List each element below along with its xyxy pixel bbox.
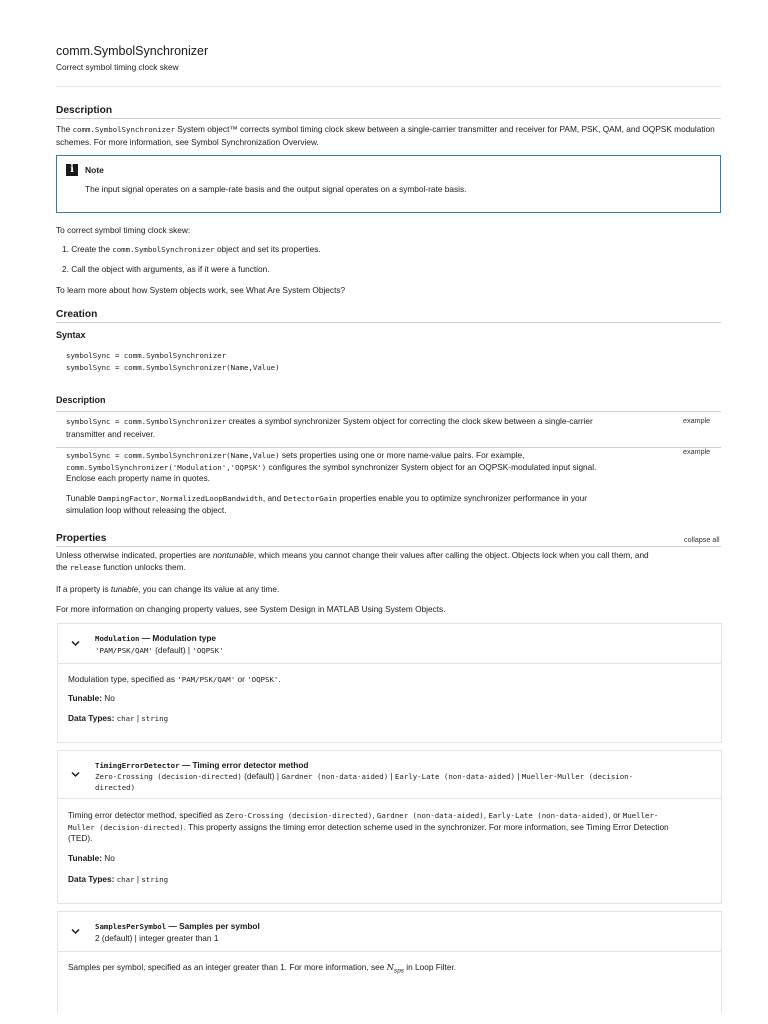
tunable-post: properties enable you to optimize synchronizer performance in your — [339, 493, 587, 503]
properties-para-1 — [56, 550, 721, 573]
body-code-2: 'OQPSK' — [247, 675, 279, 684]
value-2: 'OQPSK' — [192, 646, 224, 655]
p2-pre: If a property is — [56, 584, 109, 594]
property-card-modulation — [57, 623, 722, 743]
step1-code: comm.SymbolSynchronizer — [112, 245, 215, 254]
property-values — [95, 645, 691, 656]
creation-description-heading: Description — [56, 395, 106, 405]
p1-line2-pre: the — [56, 561, 68, 572]
p2-post: , you can change its value at any time. — [138, 584, 280, 594]
properties-rule — [56, 546, 721, 547]
chevron-down-icon[interactable] — [70, 769, 81, 780]
creation-desc-2 — [66, 450, 676, 485]
body-code-2: Gardner (non-data-aided) — [376, 811, 484, 820]
value-4: Mueller-Muller (decision- — [521, 772, 634, 781]
step1-pre: 1. Create the — [62, 244, 110, 254]
value-1: 'PAM/PSK/QAM' — [95, 646, 153, 655]
syntax-line-1: symbolSync = comm.SymbolSynchronizer — [66, 351, 227, 360]
value-3: Early-Late (non-data-aided) — [394, 772, 516, 781]
description-intro — [56, 123, 721, 148]
description-heading: Description — [56, 105, 113, 116]
p1-line2-code: release — [69, 562, 102, 572]
header-divider — [56, 86, 721, 87]
desc1-code: symbolSync = comm.SymbolSynchronizer — [66, 417, 227, 426]
tunable-value: No — [104, 853, 115, 863]
collapse-all-link[interactable]: collapse all — [684, 535, 720, 544]
p1-post: , which means you cannot change their values after calling the object. Objects lock when you call them, and — [253, 550, 649, 560]
body-post: in Loop Filter. — [406, 962, 457, 972]
p1-em: nontunable — [212, 550, 254, 560]
property-header-timing-error-detector[interactable] — [58, 751, 721, 799]
tunable-label: Tunable: — [68, 853, 102, 863]
note-box — [56, 155, 721, 213]
property-body — [68, 962, 705, 977]
info-icon: i — [66, 164, 78, 176]
property-name — [95, 633, 216, 643]
data-type-2: string — [141, 714, 169, 723]
body-code-1: 'PAM/PSK/QAM' — [177, 675, 236, 684]
tunable-post2: simulation loop without releasing the object. — [66, 504, 227, 515]
value-2: Gardner (non-data-aided) — [281, 772, 389, 781]
page-title: comm.SymbolSynchronizer — [56, 44, 209, 58]
body-end: . — [278, 674, 281, 684]
property-card-samples-per-symbol — [57, 911, 722, 1012]
data-type-1: char — [116, 875, 135, 884]
page-subtitle: Correct symbol timing clock skew — [56, 62, 179, 72]
desc2-text3: Enclose each property name in quotes. — [66, 473, 210, 483]
steps-intro: To correct symbol timing clock skew: — [56, 225, 191, 235]
property-header-modulation[interactable] — [58, 624, 721, 664]
properties-heading: Properties — [56, 533, 107, 544]
tunable-props-note: Tunable DampingFactor, NormalizedLoopBandwidth, and DetectorGain properties enable you to optimize synchronizer performance in your simulation loop without releasing the object. — [66, 493, 587, 515]
property-title: — Modulation type — [139, 633, 217, 643]
body-code-5: Muller (decision-directed) — [68, 822, 184, 832]
property-values: 2 (default) | integer greater than 1 — [95, 933, 219, 943]
data-type-sep: | — [136, 874, 140, 884]
tunable-and: , and — [262, 493, 282, 503]
step-1 — [62, 244, 321, 254]
desc2-text: sets properties using one or more name-value pairs. For example, — [281, 450, 525, 460]
step1-post: object and set its properties. — [216, 244, 321, 254]
data-types-label: Data Types: — [68, 874, 115, 884]
learn-more-link[interactable]: To learn more about how System objects work, see What Are System Objects? — [56, 285, 346, 295]
property-body: Timing error detector method, specified as Zero-Crossing (decision-directed), Gardner (non-data-aided), Early-Late (non-data-aided), or Mueller- Muller (decision-directed). This property assigns the timing error detection scheme used in the synchronizer. For more information, see Timing Error Detection (TED). — [68, 810, 669, 843]
desc2-code2: comm.SymbolSynchronizer('Modulation','OQPSK') — [66, 462, 267, 472]
tunable-value: No — [104, 693, 115, 703]
tunable-label: Tunable: — [68, 693, 102, 703]
property-code-name: TimingErrorDetector — [95, 761, 180, 770]
tunable-row — [68, 853, 705, 865]
data-types-row — [68, 874, 705, 886]
body-or: or — [237, 674, 245, 684]
body-post2: (TED). — [68, 833, 93, 843]
note-title: Note — [85, 165, 104, 175]
body-variable: N — [386, 962, 394, 972]
properties-para-3: For more information on changing property values, see System Design in MATLAB Using System Objects. — [56, 604, 446, 614]
tunable-code-3: DetectorGain — [283, 494, 338, 503]
syntax-heading: Syntax — [56, 330, 86, 340]
body-code-1: Zero-Crossing (decision-directed) — [225, 811, 373, 820]
tunable-code-2: NormalizedLoopBandwidth — [160, 494, 263, 503]
value-1: Zero-Crossing (decision-directed) — [95, 772, 242, 781]
property-title: — Timing error detector method — [179, 760, 309, 770]
body-pre: Samples per symbol, specified as an integer greater than 1. For more information, see — [68, 962, 385, 972]
body-pre: Timing error detector method, specified as — [68, 810, 224, 820]
creation-rule — [56, 322, 721, 323]
value-sep: (default) | — [152, 645, 193, 655]
value-sep: | — [515, 771, 522, 781]
data-types-label: Data Types: — [68, 713, 115, 723]
data-type-2: string — [141, 875, 169, 884]
value-4-cont: directed) — [95, 783, 136, 792]
intro-pre: The — [56, 124, 71, 134]
p1-pre: Unless otherwise indicated, properties are — [56, 550, 211, 560]
property-name — [95, 921, 260, 931]
property-card-timing-error-detector — [57, 750, 722, 904]
p1-line2-post: function unlocks them. — [103, 561, 186, 572]
chevron-down-icon[interactable] — [70, 638, 81, 649]
body-variable-subscript: sps — [393, 967, 404, 975]
example-link-1[interactable]: example — [683, 416, 711, 425]
property-values — [95, 771, 691, 793]
body-code-3: Early-Late (non-data-aided) — [488, 811, 609, 820]
data-types-row — [68, 713, 705, 725]
example-link-2[interactable]: example — [683, 447, 711, 456]
creation-heading: Creation — [56, 309, 98, 320]
property-code-name: Modulation — [95, 634, 140, 643]
creation-desc-rule-2 — [56, 447, 721, 448]
note-body: The input signal operates on a sample-rate basis and the output signal operates on a symbol-rate basis. — [85, 184, 467, 194]
tunable-pre: Tunable — [66, 493, 96, 503]
desc1-text2: transmitter and receiver. — [66, 429, 155, 439]
property-code-name: SamplesPerSymbol — [95, 922, 167, 931]
creation-desc-1 — [66, 415, 666, 440]
intro-post: System object™ corrects symbol timing clock skew between a single-carrier transmitter and receiver for PAM, PSK, QAM, and OQPSK modulation schemes. For more information, see Symbol Synchronization Overview. — [56, 124, 715, 147]
p2-em: tunable — [110, 584, 139, 594]
property-name — [95, 760, 308, 770]
description-rule — [56, 118, 721, 119]
properties-para-2 — [56, 583, 721, 595]
value-sep: | — [388, 771, 395, 781]
creation-desc-rule-1 — [56, 411, 721, 412]
body-code-4: Mueller- — [622, 811, 659, 820]
desc1-text: creates a symbol synchronizer System object for correcting the clock skew between a single-carrier — [228, 416, 593, 426]
tunable-row — [68, 693, 705, 705]
body-pre: Modulation type, specified as — [68, 674, 176, 684]
value-sep: (default) | — [241, 771, 282, 781]
tunable-code-1: DampingFactor — [98, 494, 156, 503]
data-type-sep: | — [136, 713, 140, 723]
body-post: . This property assigns the timing error detection scheme used in the synchronizer. For more information, see Timing Error Detection — [183, 821, 669, 832]
body-or: , or — [608, 810, 621, 820]
step-2: 2. Call the object with arguments, as if it were a function. — [62, 264, 270, 274]
syntax-line-2: symbolSync = comm.SymbolSynchronizer(Name,Value) — [66, 363, 280, 372]
desc2-code: symbolSync = comm.SymbolSynchronizer(Name,Value) — [66, 451, 280, 460]
desc2-text2: configures the symbol synchronizer System object for an OQPSK-modulated input signal. — [268, 461, 597, 472]
chevron-down-icon[interactable] — [70, 926, 81, 937]
property-header-samples-per-symbol[interactable] — [58, 912, 721, 952]
property-title: — Samples per symbol — [166, 921, 260, 931]
data-type-1: char — [116, 714, 135, 723]
intro-code: comm.SymbolSynchronizer — [72, 125, 175, 134]
property-body — [68, 674, 705, 686]
